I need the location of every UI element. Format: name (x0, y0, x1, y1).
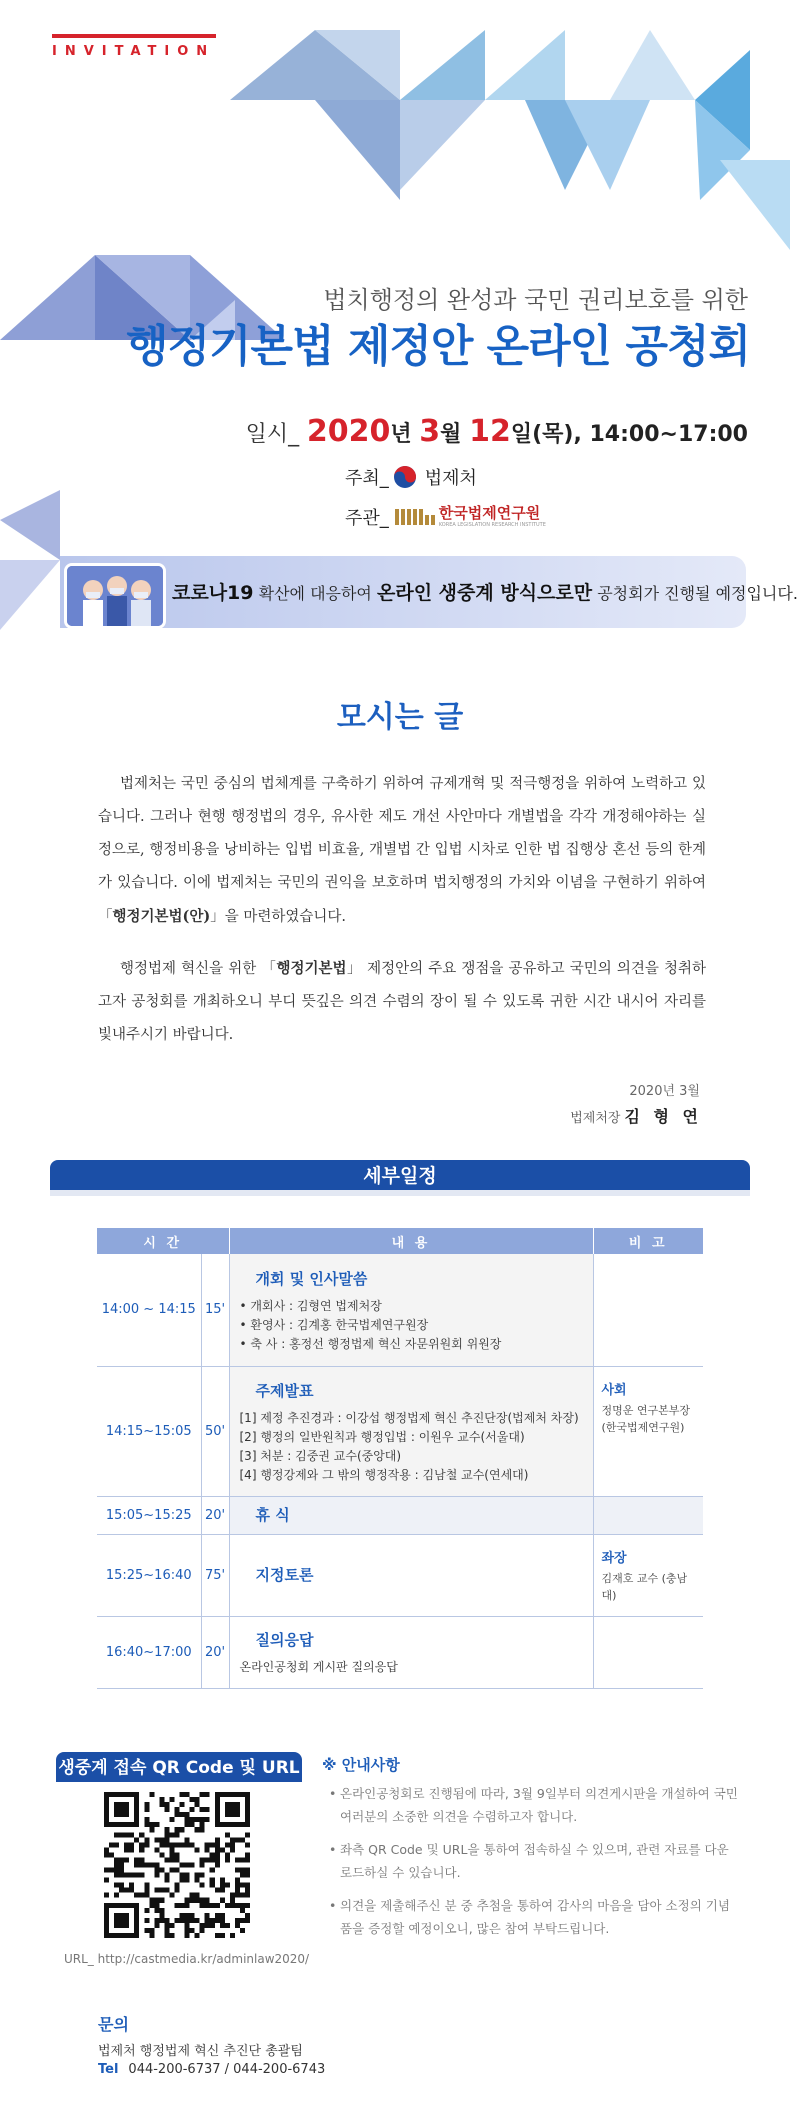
session-line: [2] 행정의 일반원칙과 행정입법 : 이원우 교수(서울대) (239, 1429, 525, 1444)
schedule-header-row (97, 1228, 703, 1254)
covid-text-2: 공청회가 진행될 예정입니다. (597, 584, 798, 603)
organizer-label: 주관_ (345, 508, 389, 529)
organizer-name: 한국법제연구원 (438, 504, 541, 522)
taegeuk-emblem-icon (393, 465, 417, 489)
contact-team: 법제처 행정법제 혁신 추진단 총괄팀 (98, 2044, 303, 2059)
notice-item (329, 1782, 740, 1828)
row-time: 14:00 ~ 14:15 (97, 1254, 201, 1366)
session-title: 주제발표 (255, 1381, 314, 1400)
deco-triangle (485, 30, 565, 100)
session-title: 질의응답 (255, 1631, 314, 1649)
date-day: 12 (469, 414, 511, 449)
header-note: 비 고 (593, 1228, 703, 1254)
row-duration: 20' (201, 1496, 229, 1534)
row-time: 15:25~16:40 (97, 1534, 201, 1616)
notice-title: ※ 안내사항 (322, 1756, 400, 1774)
letter-signer (570, 1104, 702, 1127)
deco-triangle (720, 160, 790, 250)
bullet-icon: • (329, 1842, 337, 1857)
letter-title: 모시는 글 (336, 700, 464, 735)
row-content (229, 1616, 593, 1688)
covid-strong-1: 코로나19 (172, 582, 254, 604)
qr-section-title: 생중계 접속 QR Code 및 URL (56, 1752, 302, 1782)
letter-paragraph-1 (98, 768, 706, 934)
letter-p1-text-a: 법제처는 국민 중심의 법체계를 구축하기 위하여 규제개혁 및 적극행정을 위하여 노력하고 있습니다. 그러나 현행 행정법의 경우, 유사한 제도 개선 사안마다 개별법을 각각 개정해야하는 실정으로, 행정비용을 낭비하는 입법 비효율, 개별법 간 입법 시차로 인한 법 집행상 혼선 등의 한계가 있습니다. 이에 법제처는 국민의 권익을 보호하며 법치행정의 가치와 이념을 구현하기 위하여 「 (98, 776, 706, 925)
tel-number[interactable]: 044-200-6737 / 044-200-6743 (128, 2062, 326, 2077)
stream-url[interactable]: URL_ http://castmedia.kr/adminlaw2020/ (64, 1952, 310, 1966)
session-title: 휴 식 (255, 1505, 290, 1524)
header-time: 시 간 (97, 1228, 229, 1254)
row-content (229, 1366, 593, 1496)
notice-text: 좌측 QR Code 및 URL을 통하여 접속하실 수 있으며, 관련 자료를 다운로드하실 수 있습니다. (340, 1842, 729, 1880)
row-time: 15:05~15:25 (97, 1496, 201, 1534)
event-title: 행정기본법 제정안 온라인 공청회 (125, 321, 750, 372)
session-line: [3] 처분 : 김중권 교수(중앙대) (239, 1448, 402, 1463)
host-name: 법제처 (424, 468, 477, 489)
deco-triangle (0, 490, 60, 560)
invitation-label: INVITATION (52, 44, 216, 59)
table-row (97, 1496, 703, 1534)
deco-triangle (610, 30, 695, 100)
row-content (229, 1254, 593, 1366)
note-role: 사회 (601, 1382, 627, 1398)
notice-text: 온라인공청회로 진행됨에 따라, 3월 9일부터 의견게시판을 개설하여 국민여러분의 소중한 의견을 수렴하고자 합니다. (340, 1786, 738, 1824)
row-note (593, 1254, 703, 1366)
signer-title: 법제처장 (570, 1111, 621, 1126)
invitation-bar (52, 34, 216, 38)
covid-notice-text (172, 578, 798, 605)
date-year-unit: 년 (390, 422, 412, 447)
row-content (229, 1534, 593, 1616)
qr-code-icon[interactable] (104, 1792, 250, 1938)
row-content (229, 1496, 593, 1534)
table-row (97, 1616, 703, 1688)
schedule-title: 세부일정 (50, 1160, 750, 1190)
schedule-title-underbar (50, 1190, 750, 1196)
table-row (97, 1366, 703, 1496)
event-host (345, 464, 477, 490)
event-subtitle: 법치행정의 완성과 국민 권리보호를 위한 (323, 286, 748, 314)
event-date (246, 414, 748, 449)
session-title: 개회 및 인사말씀 (255, 1269, 368, 1288)
medical-staff-illustration-icon (64, 563, 166, 629)
deco-triangle (0, 255, 95, 340)
notice-text: 의견을 제출해주신 분 중 추첨을 통하여 감사의 마음을 담아 소정의 기념품을 증정할 예정이오니, 많은 참여 부탁드립니다. (340, 1898, 730, 1936)
row-duration: 15' (201, 1254, 229, 1366)
bullet-icon: • (329, 1898, 337, 1913)
deco-triangle (400, 30, 485, 100)
session-line: [1] 제정 추진경과 : 이강섭 행정법제 혁신 추진단장(법제처 차장) (239, 1410, 579, 1425)
session-title: 지정토론 (255, 1565, 314, 1584)
row-duration: 50' (201, 1366, 229, 1496)
deco-triangle (400, 100, 485, 190)
row-duration: 20' (201, 1616, 229, 1688)
covid-strong-2: 온라인 생중계 방식으로만 (376, 582, 593, 604)
klri-logo-icon (395, 509, 435, 525)
note-role: 좌장 (601, 1550, 627, 1566)
deco-triangle (315, 100, 400, 200)
session-line: 온라인공청회 게시판 질의응답 (239, 1660, 398, 1674)
note-name: 정명운 연구본부장 (한국법제연구원) (601, 1403, 691, 1434)
row-note (593, 1496, 703, 1534)
letter-p1-text-c: 」을 마련하였습니다. (210, 909, 347, 925)
host-label: 주최_ (345, 468, 389, 489)
session-line: • 축 사 : 홍정선 행정법제 혁신 자문위원회 위원장 (239, 1336, 502, 1351)
row-duration: 75' (201, 1534, 229, 1616)
deco-triangle (0, 560, 60, 630)
invitation-header (0, 0, 800, 640)
date-time: 14:00~17:00 (589, 422, 748, 447)
row-note (593, 1616, 703, 1688)
date-month-unit: 월 (440, 422, 462, 447)
date-month: 3 (419, 414, 441, 449)
row-time: 16:40~17:00 (97, 1616, 201, 1688)
letter-sign-date: 2020년 3월 (629, 1084, 700, 1099)
session-line: [4] 행정강제와 그 밖의 행정작용 : 김남철 교수(연세대) (239, 1467, 529, 1482)
date-label: 일시_ (245, 422, 300, 447)
session-line: • 개회사 : 김형연 법제처장 (239, 1298, 382, 1313)
note-name: 김재호 교수 (충남대) (601, 1571, 688, 1602)
contact-tel (98, 2062, 325, 2077)
row-time: 14:15~15:05 (97, 1366, 201, 1496)
date-day-unit: 일(목), (510, 422, 582, 447)
date-year: 2020 (306, 414, 391, 449)
letter-p2-text-a: 행정법제 혁신을 위한 「 (120, 961, 277, 977)
organizer-name-en: KOREA LEGISLATION RESEARCH INSTITUTE (438, 522, 546, 528)
notice-item (329, 1838, 740, 1884)
signer-name: 김 형 연 (624, 1107, 702, 1126)
schedule-table (97, 1228, 703, 1689)
organizer-name-block (439, 506, 546, 528)
contact-title: 문의 (98, 2015, 129, 2034)
bullet-icon: • (329, 1786, 337, 1801)
row-note (593, 1534, 703, 1616)
letter-p2-bold: 행정기본법 (276, 960, 347, 977)
header-content: 내 용 (229, 1228, 593, 1254)
letter-p2-text-c: 」 제정안의 주요 쟁점을 공유하고 국민의 의견을 청취하고자 공청회를 개최하오니 부디 뜻깊은 의견 수렴의 장이 될 수 있도록 귀한 시간 내시어 자리를 빛내주시기 바랍니다. (98, 961, 706, 1043)
letter-p1-bold: 행정기본법(안) (112, 908, 211, 925)
session-line: • 환영사 : 김계홍 한국법제연구원장 (239, 1317, 429, 1332)
table-row (97, 1534, 703, 1616)
letter-paragraph-2 (98, 952, 706, 1052)
table-row (97, 1254, 703, 1366)
covid-text-1: 확산에 대응하여 (258, 584, 372, 603)
row-note (593, 1366, 703, 1496)
event-organizer (345, 504, 546, 530)
tel-label: Tel (98, 2062, 119, 2077)
notice-item (329, 1894, 740, 1940)
